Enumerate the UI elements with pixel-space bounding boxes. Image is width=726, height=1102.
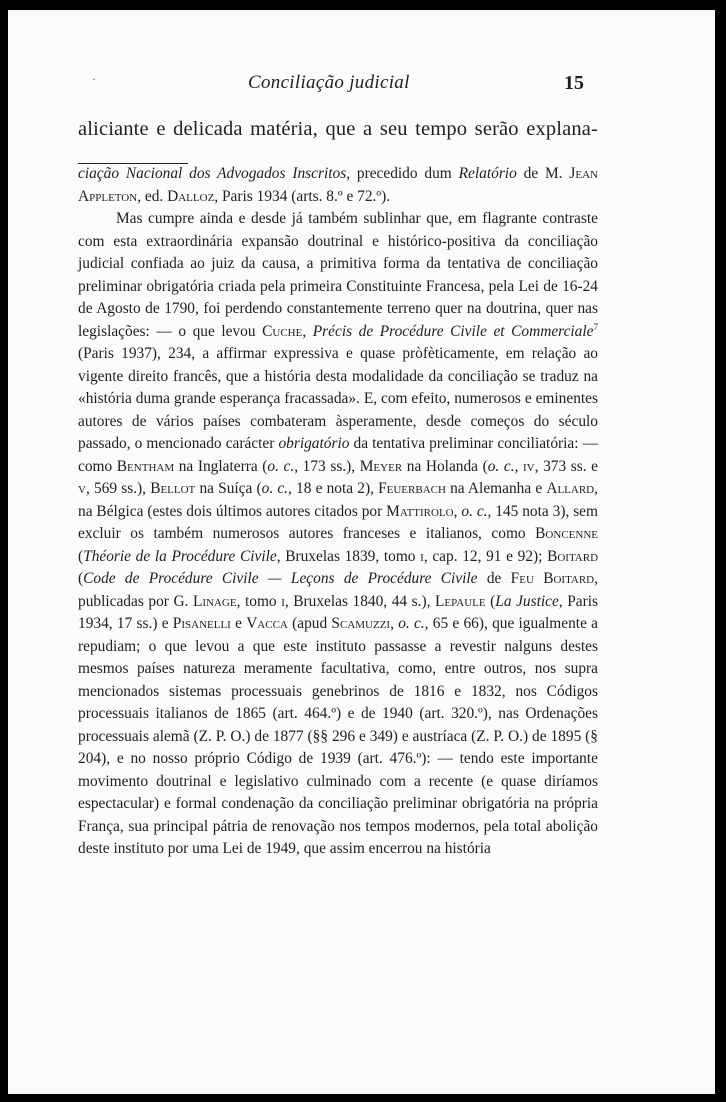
running-title: Conciliação judicial — [248, 72, 410, 93]
text-run: Meyer — [359, 457, 403, 475]
footnote-paragraph — [78, 208, 598, 861]
text-run: de M. — [516, 165, 570, 182]
footnote-continuation — [78, 163, 598, 208]
text-run: de — [477, 570, 511, 587]
text-run: , precedido dum — [346, 165, 459, 182]
text-run: , 569 ss.), — [85, 480, 151, 497]
text-run: e — [230, 615, 247, 632]
page-header — [8, 72, 715, 102]
text-run: ( — [78, 570, 84, 587]
text-run: Boncenne — [535, 525, 598, 542]
text-run: o. c. — [398, 615, 425, 632]
text-run: , ed. — [137, 187, 168, 205]
text-run: Scamuzzi — [331, 615, 391, 632]
text-run: ( — [485, 592, 496, 610]
text-run: ( — [78, 547, 84, 565]
text-run: Allard — [546, 480, 595, 497]
text-run: Code de Procédure Civile — Leçons de Procédure Civile — [83, 570, 478, 587]
text-run: Feuerbach — [378, 480, 446, 497]
text-run: da tentativa preliminar conciliatória: — como — [78, 435, 598, 475]
text-run: Linage — [192, 592, 237, 610]
text-run: , Bruxelas 1840, 44 s.), — [284, 592, 436, 610]
text-run: , Paris 1934, 17 ss.) e — [78, 592, 598, 632]
text-run: , Bruxelas 1839, tomo — [276, 547, 421, 565]
text-run: , tomo — [236, 592, 282, 610]
text-run: Mas cumpre ainda e desde já também sublinhar que, em flagrante contraste com esta extraordinária expansão doutrinal e histórico-positiva da conciliação judicial confiada ao juiz da causa, a primitiva forma da tentativa de conciliação preliminar obrigatória criada pela primeira Constituinte Francesa, pela Lei de 16-24 de Agosto de 1790, foi perdendo constantemente terreno quer na doutrina, quer nas legislações: — o que levou — [78, 210, 598, 340]
text-run: Cuche — [262, 322, 303, 340]
text-run: na Holanda ( — [402, 457, 488, 475]
text-run: , — [302, 322, 313, 340]
text-run: na Suíça ( — [195, 480, 262, 497]
footnote — [78, 163, 598, 861]
text-run: obrigatório — [278, 435, 350, 452]
main-text-line: aliciante e delicada matéria, que a seu tempo serão explana- — [78, 118, 598, 140]
text-run: Mattirolo — [386, 502, 454, 520]
text-run: o. c. — [461, 502, 488, 520]
text-run: Bentham — [116, 457, 175, 475]
text-run: Théorie de la Procédure Civile — [83, 547, 277, 565]
text-run: , Paris 1934 (arts. 8.º e 72.º). — [214, 187, 391, 205]
text-run: , — [390, 615, 399, 632]
page-number: 15 — [564, 72, 584, 94]
text-run: Pisanelli — [172, 615, 231, 632]
text-run: , 145 nota 3), sem excluir os também numerosos autores franceses e italianos, como — [78, 502, 598, 542]
text-run: na Alemanha e — [445, 480, 547, 497]
text-run: , na Bélgica (estes dois últimos autores citados por — [78, 480, 598, 520]
text-run: Dalloz — [167, 187, 215, 205]
text-run: , cap. 12, 91 e 92); — [423, 547, 548, 565]
text-run: Relatório — [458, 165, 517, 182]
text-run: iv — [523, 457, 535, 475]
book-page — [8, 10, 715, 1094]
text-run: o. c. — [261, 480, 289, 497]
text-run: Boitard — [547, 547, 599, 565]
text-run: Lepaule — [435, 592, 486, 610]
text-run: , — [453, 502, 462, 520]
text-run: v — [78, 480, 86, 497]
text-run: Vacca — [246, 615, 288, 632]
text-run: , 373 ss. e — [534, 457, 599, 475]
text-run: na Inglaterra ( — [174, 457, 268, 475]
speck: · — [92, 72, 96, 86]
text-run: Feu Boitard — [510, 570, 595, 587]
text-run: , — [514, 457, 524, 475]
text-run: o. c. — [267, 457, 295, 475]
text-run: , publicadas por G. — [78, 570, 598, 610]
text-run: Jean Appleton — [78, 165, 598, 205]
text-run: , 173 ss.), — [294, 457, 360, 475]
text-run: (apud — [287, 615, 332, 632]
text-run: Bellot — [150, 480, 196, 497]
text-run: , 18 e nota 2), — [288, 480, 379, 497]
text-run: o. c. — [487, 457, 515, 475]
text-run: (Paris 1937), 234, a affirmar expressiva e quase pròfèticamente, em relação ao vigente direito francês, que a história desta modalidade da conciliação se traduz na «história duma grande esperança fracassada». E, com efeito, numerosos e eminentes autores de vários países combateram àsperamente, desde começos do século passado, o mencionado carácter — [78, 345, 598, 452]
text-run: 7 — [593, 321, 598, 332]
text-run: i — [281, 592, 285, 610]
text-run: , 65 e 66), que igualmente a repudiam; o que levou a que este instituto passasse a revestir nalguns destes mesmos países natureza meramente facultativa, como, entre outros, nos supra mencionados sistemas processuais genebrinos de 1816 e 1832, nos Códigos processuais italianos de 1865 (art. 464.º) e de 1940 (art. 320.º), nas Ordenações processuais alemã (Z. P. O.) de 1877 (§§ 296 e 349) e austríaca (Z. P. O.) de 1895 (§ 204), e no nosso próprio Código de 1939 (art. 476.º): — tendo este importante movimento doutrinal e legislativo culminado com a recente (e quase diríamos espectacular) e formal condenação da conciliação preliminar obrigatória na própria França, sua principal pátria de renovação nos tempos modernos, pela total abolição deste instituto por uma Lei de 1949, que assim encerrou na história — [78, 615, 598, 857]
text-run: i — [420, 547, 424, 565]
text-run: Précis de Procédure Civile et Commerciale — [312, 322, 594, 340]
text-run: La Justice — [495, 592, 559, 610]
text-run: ciação Nacional dos Advogados Inscritos — [78, 165, 347, 182]
